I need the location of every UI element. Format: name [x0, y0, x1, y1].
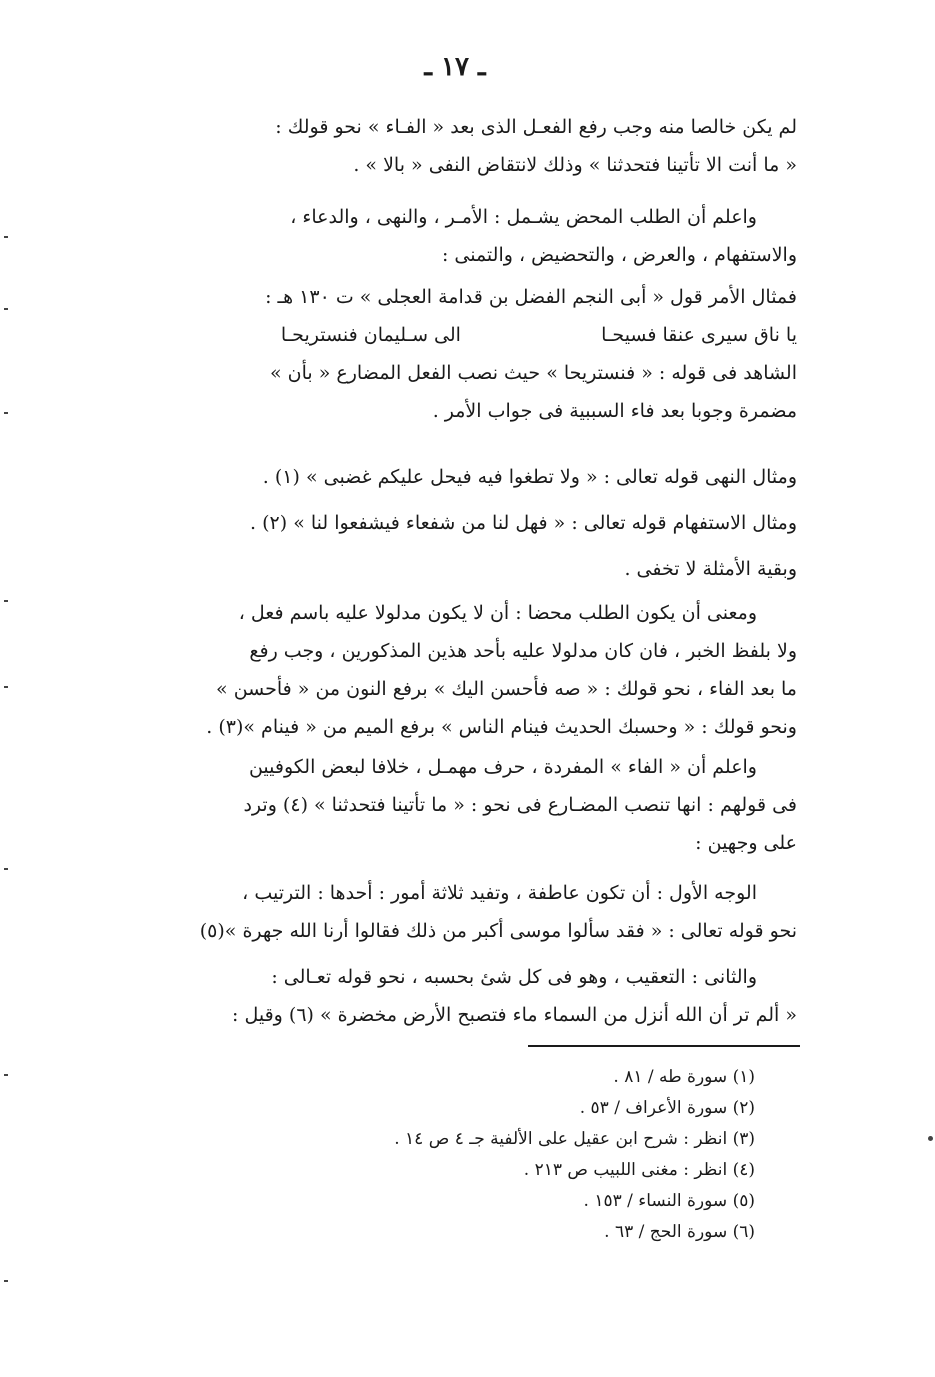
scan-speck: [4, 1280, 8, 1282]
paragraph-4: [127, 458, 797, 588]
text-line: الوجه الأول : أن تكون عاطفة ، وتفيد ثلاثة أمور : أحدها : الترتيب ،: [242, 882, 757, 904]
scan-speck: [928, 1136, 933, 1141]
scan-speck: [4, 412, 8, 414]
paragraph-3: [127, 278, 797, 430]
text-line: ما بعد الفاء ، نحو قولك : « صه فأحسن اليك » برفع النون من « فأحسن »: [216, 678, 797, 700]
paragraph-7: [127, 874, 797, 950]
footnote: (٣) انظر : شرح ابن عقيل على الألفية جـ ٤ ص ١٤ .: [394, 1129, 755, 1149]
text-line: الشاهد فى قوله : « فنستريحا » حيث نصب الفعل المضارع « بأن »: [270, 362, 797, 384]
paragraph-2: [127, 198, 797, 274]
footnote: (١) سورة طه / ٨١ .: [613, 1067, 755, 1087]
text-line: مضمرة وجوبا بعد فاء السببية فى جواب الأمر .: [432, 400, 797, 422]
text-line: والاستفهام ، والعرض ، والتحضيض ، والتمنى :: [441, 244, 797, 266]
footnote: (٢) سورة الأعراف / ٥٣ .: [579, 1098, 755, 1118]
text-line: واعلم أن الطلب المحض يشـمل : الأمـر ، والنهى ، والدعاء ،: [290, 206, 757, 228]
poem-second-hemistich: الى سـليمان فنستريحـا: [280, 324, 461, 346]
text-line: على وجهين :: [695, 832, 797, 854]
text-line: ولا بلفظ الخبر ، فان كان مدلولا عليه بأحد هذين المذكورين ، وجب رفع: [249, 640, 797, 662]
poem-first-hemistich: يا ناق سيرى عنقا فسيحـا: [601, 324, 797, 346]
page-number: ـ ١٧ ـ: [424, 52, 486, 82]
text-line: ومثال النهى قوله تعالى : « ولا تطغوا فيه فيحل عليكم غضبى » (١) .: [262, 466, 797, 488]
footnotes: [235, 1062, 755, 1248]
text-line: ومثال الاستفهام قوله تعالى : « فهل لنا من شفعاء فيشفعوا لنا » (٢) .: [250, 512, 797, 534]
scan-speck: [4, 236, 8, 238]
text-line: « ألم تر أن الله أنزل من السماء ماء فتصبح الأرض مخضرة » (٦) وقيل :: [232, 1004, 797, 1026]
scan-speck: [4, 308, 8, 310]
footnote-divider: [528, 1045, 800, 1047]
text-line: ومعنى أن يكون الطلب محضا : أن لا يكون مدلولا عليه باسم فعل ،: [238, 602, 757, 624]
text-line: « ما أنت الا تأتينا فتحدثنا » وذلك لانتقاض النفى « بالا » .: [353, 154, 797, 176]
text-line: فى قولهم : انها تنصب المضـارع فى نحو : « ما تأتينا فتحدثنا » (٤) وترد: [243, 794, 797, 816]
text-line: نحو قوله تعالى : « فقد سألوا موسى أكبر من ذلك فقالوا أرنا الله جهرة »(٥): [199, 920, 797, 942]
footnote: (٤) انظر : مغنى اللبيب ص ٢١٣ .: [523, 1160, 755, 1180]
text-line: واعلم أن « الفاء » المفردة ، حرف مهمـل ، خلافا لبعض الكوفيين: [248, 756, 757, 778]
text-line: لم يكن خالصا منه وجب رفع الفعـل الذى بعد « الفـاء » نحو قولك :: [275, 116, 797, 138]
paragraph-5: [127, 594, 797, 746]
scan-speck: [4, 600, 8, 602]
text-line: والثانى : التعقيب ، وهو فى كل شئ بحسبه ، نحو قوله تعـالى :: [271, 966, 757, 988]
paragraph-1: [127, 108, 797, 184]
text-line: ونحو قولك : « وحسبك الحديث فينام الناس » برفع الميم من « فينام »(٣) .: [206, 716, 797, 738]
scan-speck: [4, 868, 8, 870]
footnote: (٦) سورة الحج / ٦٣ .: [604, 1222, 755, 1242]
text-line: فمثال الأمر قول « أبى النجم الفضل بن قدامة العجلى » ت ١٣٠ هـ :: [265, 286, 797, 308]
paragraph-6: [127, 748, 797, 862]
scan-speck: [4, 1074, 8, 1076]
poem-verse: [127, 316, 797, 354]
text-line: وبقية الأمثلة لا تخفى .: [624, 558, 797, 580]
footnote: (٥) سورة النساء / ١٥٣ .: [583, 1191, 755, 1211]
paragraph-8: [127, 958, 797, 1034]
scan-speck: [4, 686, 8, 688]
